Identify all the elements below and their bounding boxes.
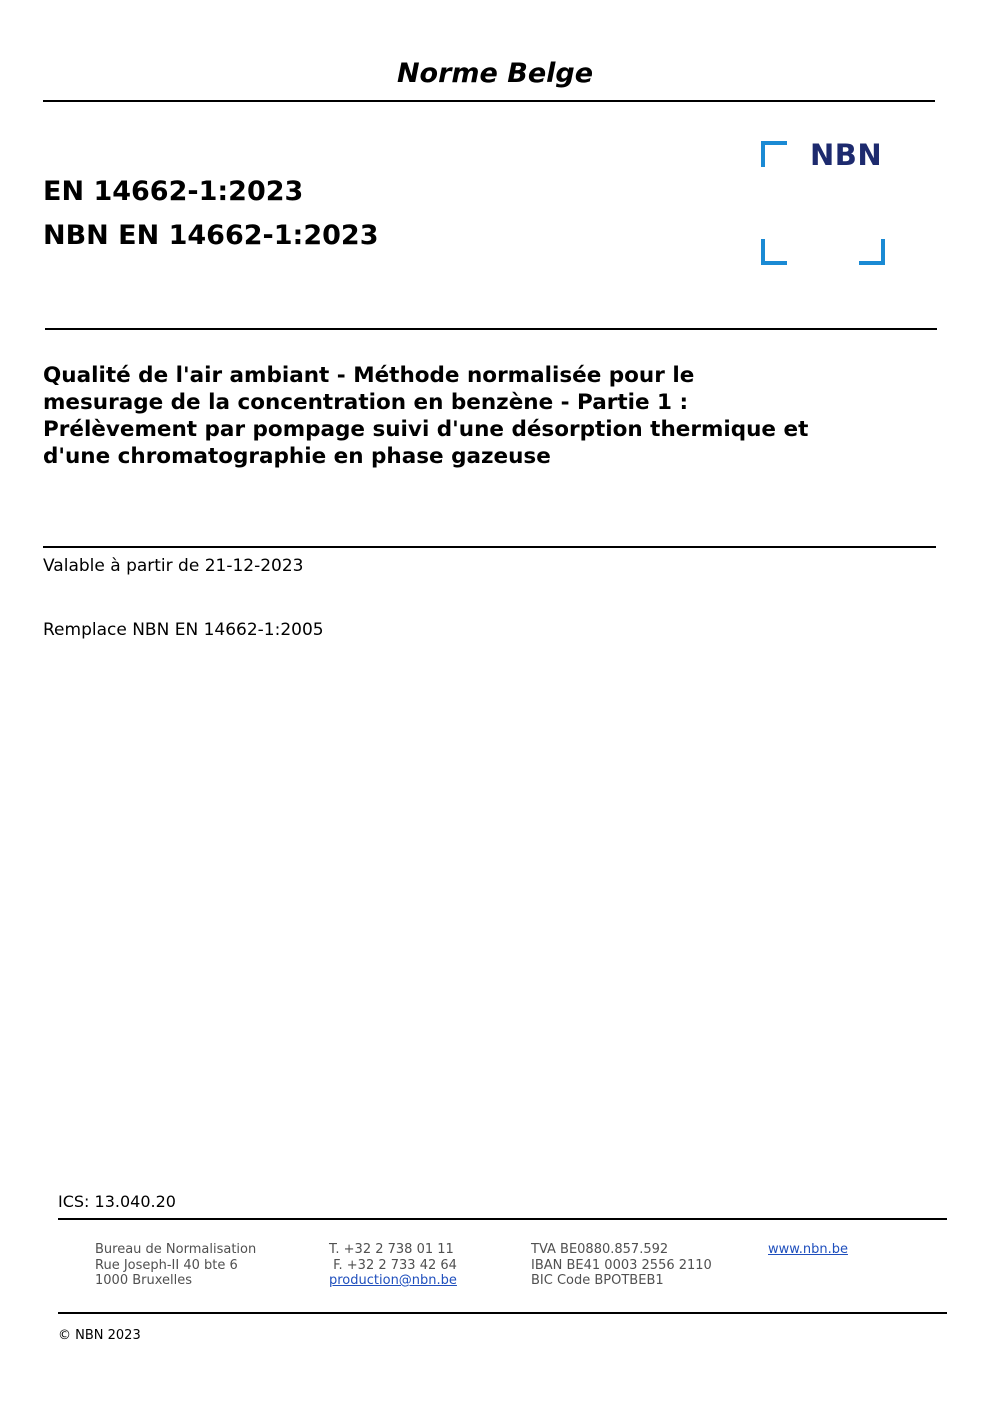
logo-corner-bottom-right: [859, 239, 885, 265]
footer-bottom-rule: [58, 1312, 947, 1314]
logo-wordmark: NBN: [810, 138, 883, 172]
fax: F. +32 2 733 42 64: [329, 1257, 457, 1273]
nbn-logo: [761, 138, 885, 265]
bank-line: IBAN BE41 0003 2556 2110: [531, 1257, 712, 1273]
address-line: 1000 Bruxelles: [95, 1273, 193, 1288]
valid-from: Valable à partir de 21-12-2023: [43, 556, 304, 576]
website-link[interactable]: www.nbn.be: [768, 1242, 848, 1257]
title-line: Prélèvement par pompage suivi d'une désorption thermique et: [43, 417, 809, 442]
footer-top-rule: [58, 1218, 947, 1220]
footer-contact: [329, 1242, 457, 1289]
title-rule: [43, 546, 936, 548]
phone: T. +32 2 738 01 11: [329, 1242, 454, 1257]
title-line: d'une chromatographie en phase gazeuse: [43, 444, 551, 469]
copyright: © NBN 2023: [58, 1328, 141, 1343]
header-title: Norme Belge: [396, 58, 594, 89]
bank-line: BIC Code BPOTBEB1: [531, 1273, 664, 1288]
document-title: [43, 362, 923, 470]
title-line: Qualité de l'air ambiant - Méthode normalisée pour le: [43, 363, 695, 388]
bank-line: TVA BE0880.857.592: [531, 1242, 669, 1257]
logo-corner-top-left: [761, 141, 787, 167]
ics-code: ICS: 13.040.20: [58, 1192, 176, 1211]
codes-rule: [45, 328, 937, 330]
replaces: Remplace NBN EN 14662-1:2005: [43, 620, 324, 640]
address-line: Bureau de Normalisation: [95, 1242, 257, 1257]
email-link[interactable]: production@nbn.be: [329, 1273, 457, 1288]
footer-bank: [531, 1242, 712, 1289]
en-code: EN 14662-1:2023: [43, 176, 304, 207]
header-rule: [43, 100, 935, 102]
address-line: Rue Joseph-II 40 bte 6: [95, 1257, 238, 1273]
title-line: mesurage de la concentration en benzène - Partie 1 :: [43, 390, 689, 415]
nbn-code: NBN EN 14662-1:2023: [43, 220, 379, 251]
logo-corner-bottom-left: [761, 239, 787, 265]
footer-web: [768, 1242, 848, 1258]
footer-address: [95, 1242, 256, 1289]
